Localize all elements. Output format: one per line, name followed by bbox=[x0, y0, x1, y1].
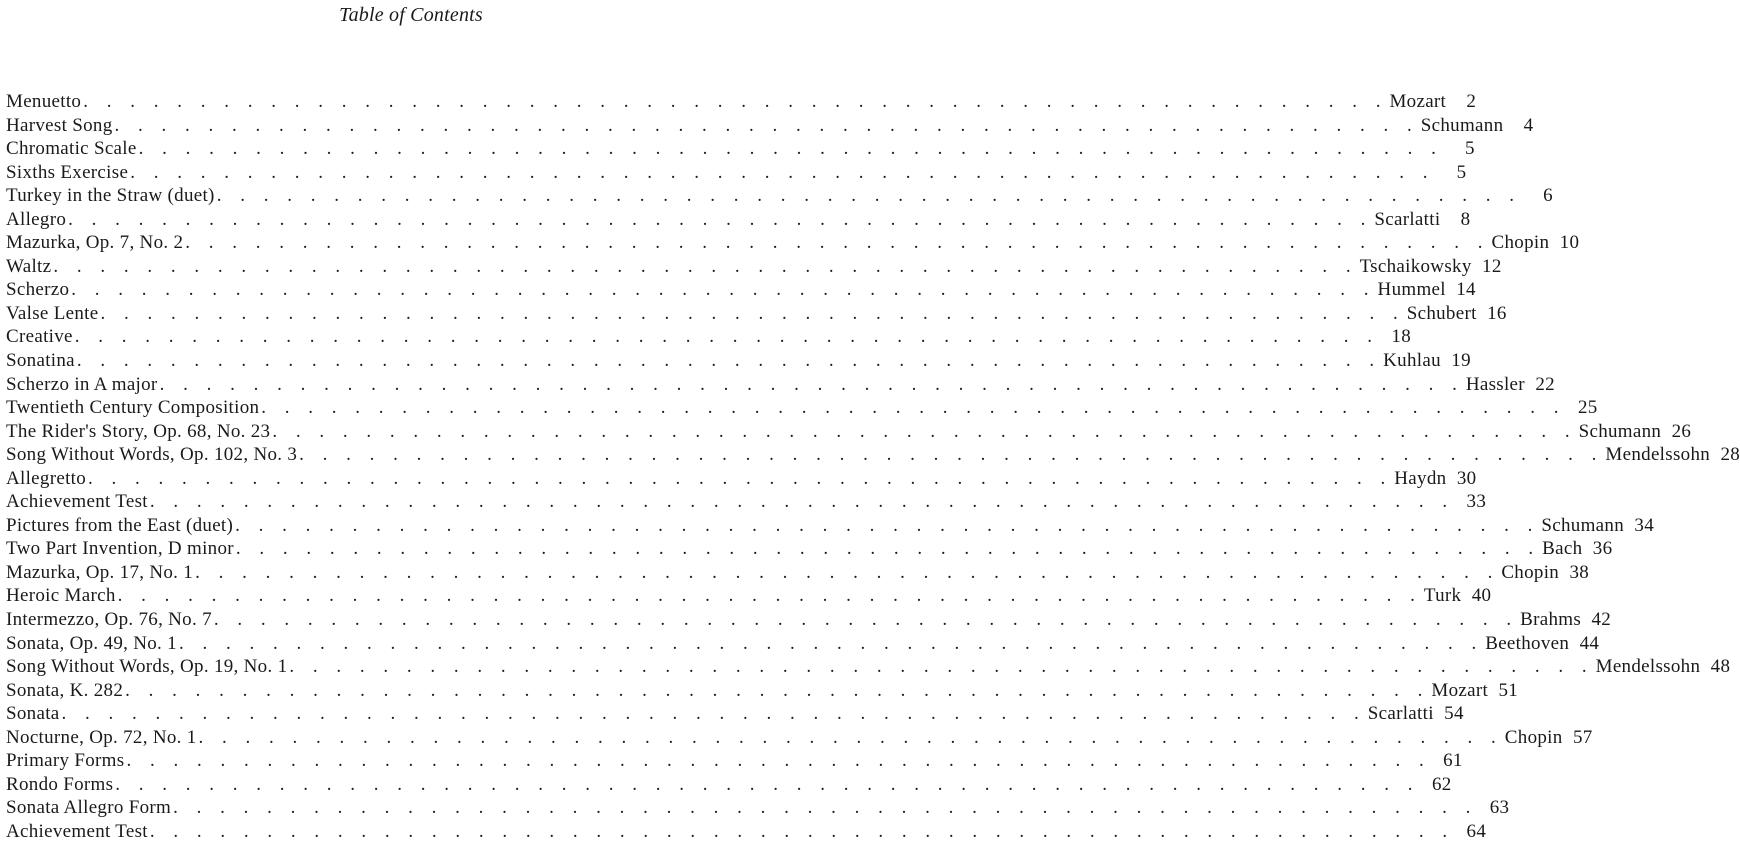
toc-entry bbox=[6, 797, 1510, 821]
entry-page-number: 38 bbox=[1569, 561, 1590, 583]
dot-leader: . . . . . . . . . . . . . . . . . . . . . . . . . . . . . . . . . . . . . . . . . . . . . . . . . . . . . . . . bbox=[68, 208, 1373, 230]
entry-title: Harvest Song bbox=[6, 114, 113, 136]
dot-leader: . . . . . . . . . . . . . . . . . . . . . . . . . . . . . . . . . . . . . . . . . . . . . . . . . . . . . . . . bbox=[117, 585, 1422, 607]
entry-composer: Mozart bbox=[1431, 679, 1489, 701]
entry-page-number: 26 bbox=[1671, 420, 1692, 442]
entry-title: Mazurka, Op. 7, No. 2 bbox=[6, 232, 184, 254]
entry-composer: Schumann bbox=[1420, 114, 1504, 136]
entry-title: Scherzo in A major bbox=[6, 373, 158, 395]
entry-title: Intermezzo, Op. 76, No. 7 bbox=[6, 609, 212, 631]
entry-page-number: 2 bbox=[1466, 91, 1477, 112]
toc-entry bbox=[6, 255, 1502, 280]
entry-title: Primary Forms bbox=[6, 750, 125, 772]
toc-entry bbox=[6, 91, 1477, 115]
entry-composer: Chopin bbox=[1491, 232, 1550, 254]
toc-entry bbox=[6, 561, 1590, 586]
toc-entry bbox=[6, 279, 1476, 303]
entry-page-number: 10 bbox=[1559, 232, 1580, 254]
entry-composer: Kuhlau bbox=[1383, 350, 1441, 372]
entry-page-number: 5 bbox=[1456, 161, 1467, 183]
entry-composer: Schubert bbox=[1406, 302, 1477, 324]
entry-title: Allegro bbox=[6, 208, 67, 230]
dot-leader: . . . . . . . . . . . . . . . . . . . . . . . . . . . . . . . . . . . . . . . . . . . . . . . . . . . . . . . . bbox=[149, 820, 1455, 842]
dot-leader: . . . . . . . . . . . . . . . . . . . . . . . . . . . . . . . . . . . . . . . . . . . . . . . . . . . . . . . . bbox=[261, 397, 1566, 419]
entry-composer: Scarlatti bbox=[1374, 208, 1441, 230]
toc-entry bbox=[6, 491, 1487, 515]
table-of-contents bbox=[6, 91, 1740, 845]
entry-title: Sixths Exercise bbox=[6, 161, 129, 183]
dot-leader: . . . . . . . . . . . . . . . . . . . . . . . . . . . . . . . . . . . . . . . . . . . . . . . . . . . . . . . . bbox=[138, 138, 1443, 160]
toc-entry bbox=[6, 373, 1555, 398]
entry-title: Sonata, K. 282 bbox=[6, 679, 124, 701]
toc-entry bbox=[6, 820, 1487, 845]
entry-page-number: 8 bbox=[1460, 208, 1471, 230]
dot-leader: . . . . . . . . . . . . . . . . . . . . . . . . . . . . . . . . . . . . . . . . . . . . . . . . . . . . . . . . bbox=[185, 232, 1490, 254]
toc-entry bbox=[6, 138, 1475, 162]
toc-entry bbox=[6, 679, 1519, 704]
entry-composer: Brahms bbox=[1520, 609, 1582, 631]
dot-leader: . . . . . . . . . . . . . . . . . . . . . . . . . . . . . . . . . . . . . . . . . . . . . . . . . . . . . . . . bbox=[198, 726, 1503, 748]
toc-entry bbox=[6, 538, 1613, 562]
entry-page-number: 33 bbox=[1466, 491, 1487, 513]
dot-leader: . . . . . . . . . . . . . . . . . . . . . . . . . . . . . . . . . . . . . . . . . . . . . . . . . . . . . . . . bbox=[74, 326, 1380, 348]
toc-entry bbox=[6, 161, 1467, 186]
entry-title: Song Without Words, Op. 19, No. 1 bbox=[6, 656, 288, 678]
entry-composer: Mendelssohn bbox=[1605, 444, 1711, 466]
dot-leader: . . . . . . . . . . . . . . . . . . . . . . . . . . . . . . . . . . . . . . . . . . . . . . . . . . . . . . . . bbox=[83, 91, 1388, 112]
entry-title: Menuetto bbox=[6, 91, 82, 112]
dot-leader: . . . . . . . . . . . . . . . . . . . . . . . . . . . . . . . . . . . . . . . . . . . . . . . . . . . . . . . . bbox=[272, 420, 1577, 442]
entry-title: Rondo Forms bbox=[6, 773, 114, 795]
dot-leader: . . . . . . . . . . . . . . . . . . . . . . . . . . . . . . . . . . . . . . . . . . . . . . . . . . . . . . . . bbox=[61, 703, 1366, 725]
entry-page-number: 61 bbox=[1443, 750, 1463, 772]
toc-entry bbox=[6, 208, 1471, 233]
toc-entry bbox=[6, 185, 1553, 209]
dot-leader: . . . . . . . . . . . . . . . . . . . . . . . . . . . . . . . . . . . . . . . . . . . . . . . . . . . . . . . . bbox=[76, 350, 1382, 372]
entry-page-number: 16 bbox=[1487, 302, 1507, 324]
toc-entry bbox=[6, 350, 1471, 374]
dot-leader: . . . . . . . . . . . . . . . . . . . . . . . . . . . . . . . . . . . . . . . . . . . . . . . . . . . . . . . . bbox=[71, 279, 1376, 301]
page-title: Table of Contents bbox=[339, 4, 483, 26]
entry-page-number: 40 bbox=[1471, 585, 1492, 607]
toc-entry bbox=[6, 232, 1580, 256]
toc-entry bbox=[6, 420, 1692, 445]
toc-entry bbox=[6, 514, 1655, 539]
dot-leader: . . . . . . . . . . . . . . . . . . . . . . . . . . . . . . . . . . . . . . . . . . . . . . . . . . . . . . . . bbox=[195, 561, 1500, 583]
dot-leader: . . . . . . . . . . . . . . . . . . . . . . . . . . . . . . . . . . . . . . . . . . . . . . . . . . . . . . . . bbox=[125, 679, 1430, 701]
toc-entry bbox=[6, 656, 1731, 680]
entry-page-number: 28 bbox=[1720, 444, 1740, 466]
entry-title: Nocturne, Op. 72, No. 1 bbox=[6, 726, 197, 748]
entry-title: Chromatic Scale bbox=[6, 138, 137, 160]
toc-entry bbox=[6, 114, 1534, 139]
entry-composer: Turk bbox=[1423, 585, 1462, 607]
entry-composer: Haydn bbox=[1394, 467, 1447, 489]
entry-title: Allegretto bbox=[6, 467, 87, 489]
entry-title: Mazurka, Op. 17, No. 1 bbox=[6, 561, 194, 583]
entry-composer: Chopin bbox=[1501, 561, 1560, 583]
toc-entry bbox=[6, 773, 1452, 798]
entry-page-number: 30 bbox=[1456, 467, 1477, 489]
toc-entry bbox=[6, 726, 1593, 751]
dot-leader: . . . . . . . . . . . . . . . . . . . . . . . . . . . . . . . . . . . . . . . . . . . . . . . . . . . . . . . . bbox=[235, 538, 1541, 560]
entry-title: Heroic March bbox=[6, 585, 116, 607]
entry-page-number: 25 bbox=[1577, 397, 1598, 419]
entry-page-number: 48 bbox=[1710, 656, 1731, 678]
toc-entry bbox=[6, 444, 1740, 468]
entry-page-number: 42 bbox=[1591, 609, 1612, 631]
entry-composer: Hummel bbox=[1377, 279, 1446, 301]
entry-title: Valse Lente bbox=[6, 302, 99, 324]
toc-entry bbox=[6, 585, 1492, 609]
entry-page-number: 64 bbox=[1466, 820, 1487, 842]
dot-leader: . . . . . . . . . . . . . . . . . . . . . . . . . . . . . . . . . . . . . . . . . . . . . . . . . . . . . . . . bbox=[100, 302, 1405, 324]
entry-composer: Bach bbox=[1542, 538, 1583, 560]
entry-title: Turkey in the Straw (duet) bbox=[6, 185, 215, 207]
dot-leader: . . . . . . . . . . . . . . . . . . . . . . . . . . . . . . . . . . . . . . . . . . . . . . . . . . . . . . . . bbox=[53, 255, 1358, 277]
entry-composer: Schumann bbox=[1578, 420, 1662, 442]
entry-page-number: 14 bbox=[1456, 279, 1476, 301]
entry-composer: Chopin bbox=[1504, 726, 1563, 748]
dot-leader: . . . . . . . . . . . . . . . . . . . . . . . . . . . . . . . . . . . . . . . . . . . . . . . . . . . . . . . . bbox=[149, 491, 1455, 513]
toc-entry bbox=[6, 326, 1412, 350]
toc-entry bbox=[6, 609, 1612, 633]
dot-leader: . . . . . . . . . . . . . . . . . . . . . . . . . . . . . . . . . . . . . . . . . . . . . . . . . . . . . . . . bbox=[213, 609, 1519, 631]
dot-leader: . . . . . . . . . . . . . . . . . . . . . . . . . . . . . . . . . . . . . . . . . . . . . . . . . . . . . . . . bbox=[178, 632, 1484, 654]
entry-page-number: 34 bbox=[1634, 514, 1655, 536]
entry-composer: Mozart bbox=[1389, 91, 1447, 112]
entry-composer: Hassler bbox=[1465, 373, 1525, 395]
entry-page-number: 4 bbox=[1523, 114, 1534, 136]
dot-leader: . . . . . . . . . . . . . . . . . . . . . . . . . . . . . . . . . . . . . . . . . . . . . . . . . . . . . . . . bbox=[299, 444, 1604, 466]
entry-page-number: 54 bbox=[1444, 703, 1464, 725]
entry-title: The Rider's Story, Op. 68, No. 23 bbox=[6, 420, 271, 442]
entry-page-number: 44 bbox=[1579, 632, 1600, 654]
entry-composer: Mendelssohn bbox=[1595, 656, 1701, 678]
entry-title: Sonata, Op. 49, No. 1 bbox=[6, 632, 177, 654]
entry-page-number: 6 bbox=[1543, 185, 1553, 207]
entry-page-number: 51 bbox=[1498, 679, 1519, 701]
toc-entry bbox=[6, 467, 1477, 492]
entry-composer: Tschaikowsky bbox=[1359, 255, 1472, 277]
entry-page-number: 5 bbox=[1465, 138, 1475, 160]
entry-composer: Schumann bbox=[1541, 514, 1625, 536]
dot-leader: . . . . . . . . . . . . . . . . . . . . . . . . . . . . . . . . . . . . . . . . . . . . . . . . . . . . . . . . bbox=[88, 467, 1393, 489]
entry-title: Twentieth Century Composition bbox=[6, 397, 260, 419]
entry-title: Sonata bbox=[6, 703, 60, 725]
dot-leader: . . . . . . . . . . . . . . . . . . . . . . . . . . . . . . . . . . . . . . . . . . . . . . . . . . . . . . . . bbox=[235, 514, 1540, 536]
dot-leader: . . . . . . . . . . . . . . . . . . . . . . . . . . . . . . . . . . . . . . . . . . . . . . . . . . . . . . . . bbox=[115, 773, 1420, 795]
entry-page-number: 36 bbox=[1592, 538, 1613, 560]
dot-leader: . . . . . . . . . . . . . . . . . . . . . . . . . . . . . . . . . . . . . . . . . . . . . . . . . . . . . . . . bbox=[289, 656, 1594, 678]
entry-title: Achievement Test bbox=[6, 491, 148, 513]
entry-title: Sonatina bbox=[6, 350, 75, 372]
dot-leader: . . . . . . . . . . . . . . . . . . . . . . . . . . . . . . . . . . . . . . . . . . . . . . . . . . . . . . . . bbox=[130, 161, 1435, 183]
entry-page-number: 62 bbox=[1431, 773, 1452, 795]
entry-title: Pictures from the East (duet) bbox=[6, 514, 234, 536]
entry-title: Waltz bbox=[6, 255, 52, 277]
entry-page-number: 12 bbox=[1482, 255, 1502, 277]
entry-page-number: 19 bbox=[1451, 350, 1471, 372]
dot-leader: . . . . . . . . . . . . . . . . . . . . . . . . . . . . . . . . . . . . . . . . . . . . . . . . . . . . . . . . bbox=[216, 185, 1521, 207]
entry-title: Two Part Invention, D minor bbox=[6, 538, 234, 560]
entry-page-number: 18 bbox=[1391, 326, 1412, 348]
toc-entry bbox=[6, 703, 1464, 727]
entry-page-number: 22 bbox=[1535, 373, 1555, 395]
toc-entry bbox=[6, 632, 1600, 657]
entry-composer: Scarlatti bbox=[1367, 703, 1434, 725]
toc-entry bbox=[6, 302, 1507, 327]
toc-entry bbox=[6, 397, 1598, 421]
dot-leader: . . . . . . . . . . . . . . . . . . . . . . . . . . . . . . . . . . . . . . . . . . . . . . . . . . . . . . . . bbox=[173, 797, 1478, 819]
entry-title: Sonata Allegro Form bbox=[6, 797, 172, 819]
entry-title: Creative bbox=[6, 326, 73, 348]
entry-page-number: 63 bbox=[1489, 797, 1510, 819]
dot-leader: . . . . . . . . . . . . . . . . . . . . . . . . . . . . . . . . . . . . . . . . . . . . . . . . . . . . . . . . bbox=[114, 114, 1419, 136]
entry-title: Scherzo bbox=[6, 279, 70, 301]
entry-composer: Beethoven bbox=[1485, 632, 1570, 654]
entry-title: Achievement Test bbox=[6, 820, 148, 842]
entry-page-number: 57 bbox=[1572, 726, 1593, 748]
dot-leader: . . . . . . . . . . . . . . . . . . . . . . . . . . . . . . . . . . . . . . . . . . . . . . . . . . . . . . . . bbox=[126, 750, 1431, 772]
toc-entry bbox=[6, 750, 1463, 774]
entry-title: Song Without Words, Op. 102, No. 3 bbox=[6, 444, 298, 466]
dot-leader: . . . . . . . . . . . . . . . . . . . . . . . . . . . . . . . . . . . . . . . . . . . . . . . . . . . . . . . . bbox=[159, 373, 1464, 395]
